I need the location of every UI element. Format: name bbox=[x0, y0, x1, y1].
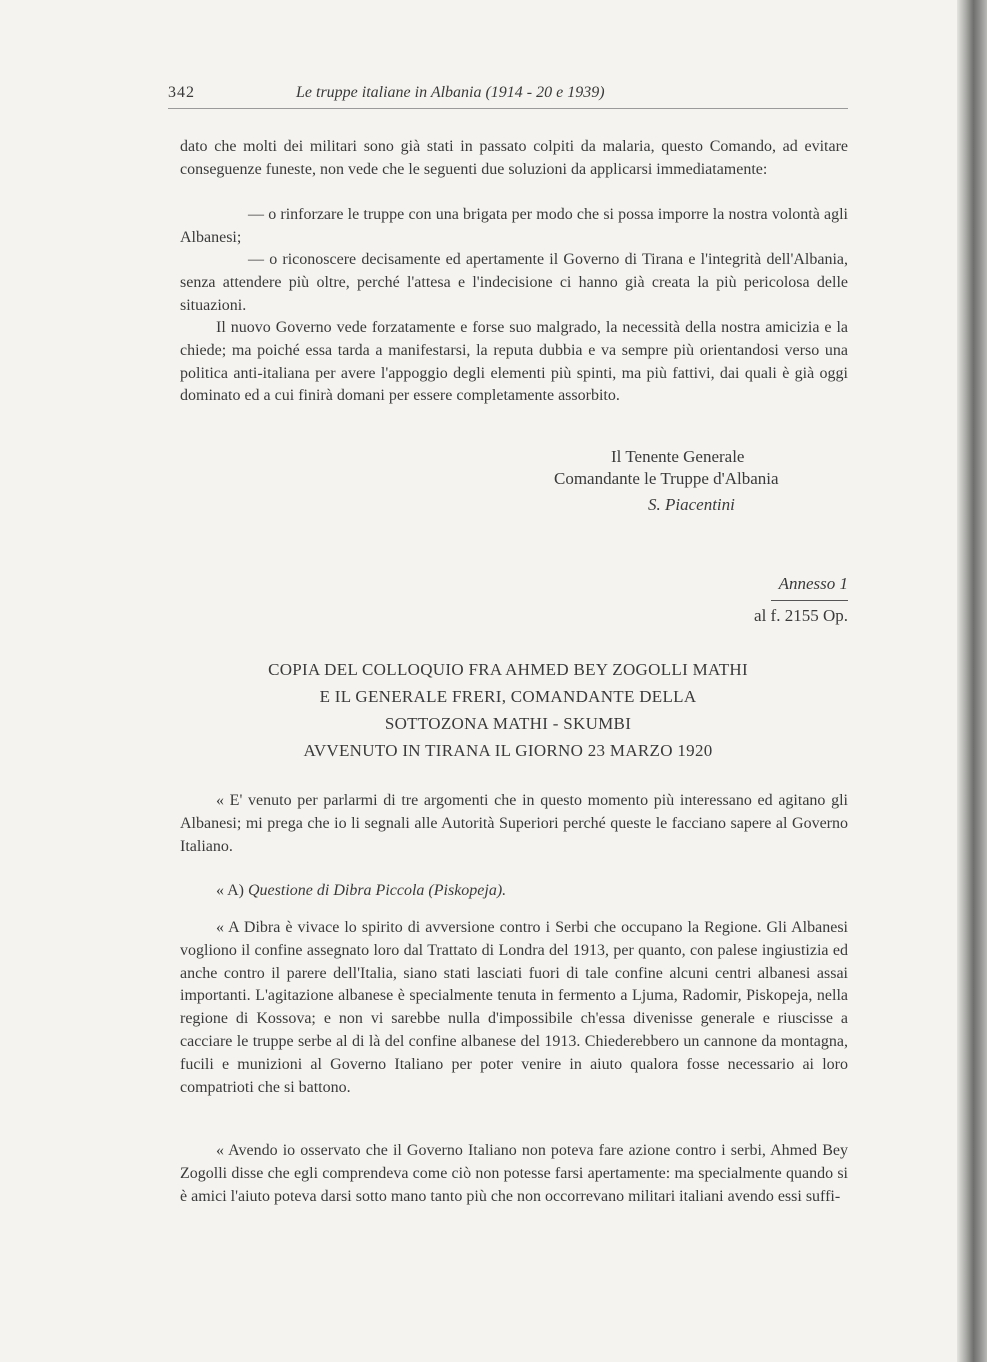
heading-line-4: AVVENUTO IN TIRANA IL GIORNO 23 MARZO 1920 bbox=[303, 741, 713, 760]
page-number: 342 bbox=[168, 84, 195, 101]
running-header bbox=[168, 80, 848, 109]
heading-line-2: E IL GENERALE FRERI, COMANDANTE DELLA bbox=[319, 687, 697, 706]
colloquy-heading bbox=[168, 656, 848, 764]
annex-reference: al f. 2155 Op. bbox=[754, 606, 848, 625]
signature-rank: Il Tenente Generale bbox=[611, 447, 745, 466]
running-title: Le truppe italiane in Albania (1914 - 20 e 1939) bbox=[296, 84, 605, 101]
annex-label: Annesso 1 bbox=[778, 574, 848, 593]
heading-line-3: SOTTOZONA MATHI - SKUMBI bbox=[384, 714, 632, 733]
scan-edge-shadow bbox=[957, 0, 987, 1362]
annex-rule bbox=[771, 600, 848, 601]
colloquy-paragraph-1: « E' venuto per parlarmi di tre argomenti che in questo momento più interessano ed agitano gli Albanesi; mi prega che io li segnali alle Autorità Superiori perché queste le facciano sapere al Governo Italiano. bbox=[180, 792, 848, 855]
section-title: Questione di Dibra Piccola (Piskopeja). bbox=[248, 882, 507, 899]
signature-title: Comandante le Truppe d'Albania bbox=[554, 469, 779, 488]
body-paragraph-1: dato che molti dei militari sono già stati in passato colpiti da malaria, questo Comando, ad evitare conseguenze funeste, non vede che le seguenti due soluzioni da applicarsi immediatamente: bbox=[180, 138, 848, 178]
colloquy-paragraph-2: « A Dibra è vivace lo spirito di avversione contro i Serbi che occupano la Regione. Gli Albanesi vogliono il confine assegnato loro dal Trattato di Londra del 1913, per quanto, con palese ingiustizia ed anche contro il parere dell'Italia, siano stati lasciati fuori di tale confine alcuni centri albanesi assai importanti. L'agitazione albanese è specialmente tenuta in fermento a Ljuma, Radomir, Piskopeja, nella regione di Kossova; e non vi sarebbe nulla d'impossibile ch'essa divenisse generale e riuscisse a cacciare le truppe serbe al di là del confine albanese del 1913. Chiederebbero un cannone da montagna, fucili e munizioni al Governo Italiano per poter venire in aiuto qualora fosse necessario ai loro compatrioti che si battono. bbox=[180, 919, 848, 1096]
colloquy-paragraph-3: « Avendo io osservato che il Governo Italiano non poteva fare azione contro i serbi, Ahmed Bey Zogolli disse che egli comprendeva come ciò non potesse farsi apertamente: ma specialmente quando si è amici l'aiuto poteva darsi sotto mano tanto più che non occorrevano militari italiani avendo essi suffi- bbox=[180, 1142, 848, 1205]
body-paragraph-2: — o rinforzare le truppe con una brigata per modo che si possa imporre la nostra volontà agli Albanesi; bbox=[180, 206, 848, 246]
body-paragraph-3: — o riconoscere decisamente ed apertamente il Governo di Tirana e l'integrità dell'Albania, senza attendere più oltre, perché l'attesa e l'indecisione ci hanno già creata la più pericolosa delle situazioni. bbox=[180, 251, 848, 314]
signature-name: S. Piacentini bbox=[648, 495, 735, 514]
section-heading-a bbox=[180, 880, 848, 903]
section-prefix: « A) bbox=[216, 882, 244, 899]
body-paragraph-4: Il nuovo Governo vede forzatamente e forse suo malgrado, la necessità della nostra amicizia e la chiede; ma poiché essa tarda a manifestarsi, la reputa dubbia e va sempre più orientandosi verso una politica anti-italiana per avere l'appoggio degli elementi più spinti, ma più fattivi, dai quali è già oggi dominato ed a cui finirà domani per essere completamente assorbito. bbox=[180, 319, 848, 405]
heading-line-1: COPIA DEL COLLOQUIO FRA AHMED BEY ZOGOLLI MATHI bbox=[268, 660, 748, 679]
